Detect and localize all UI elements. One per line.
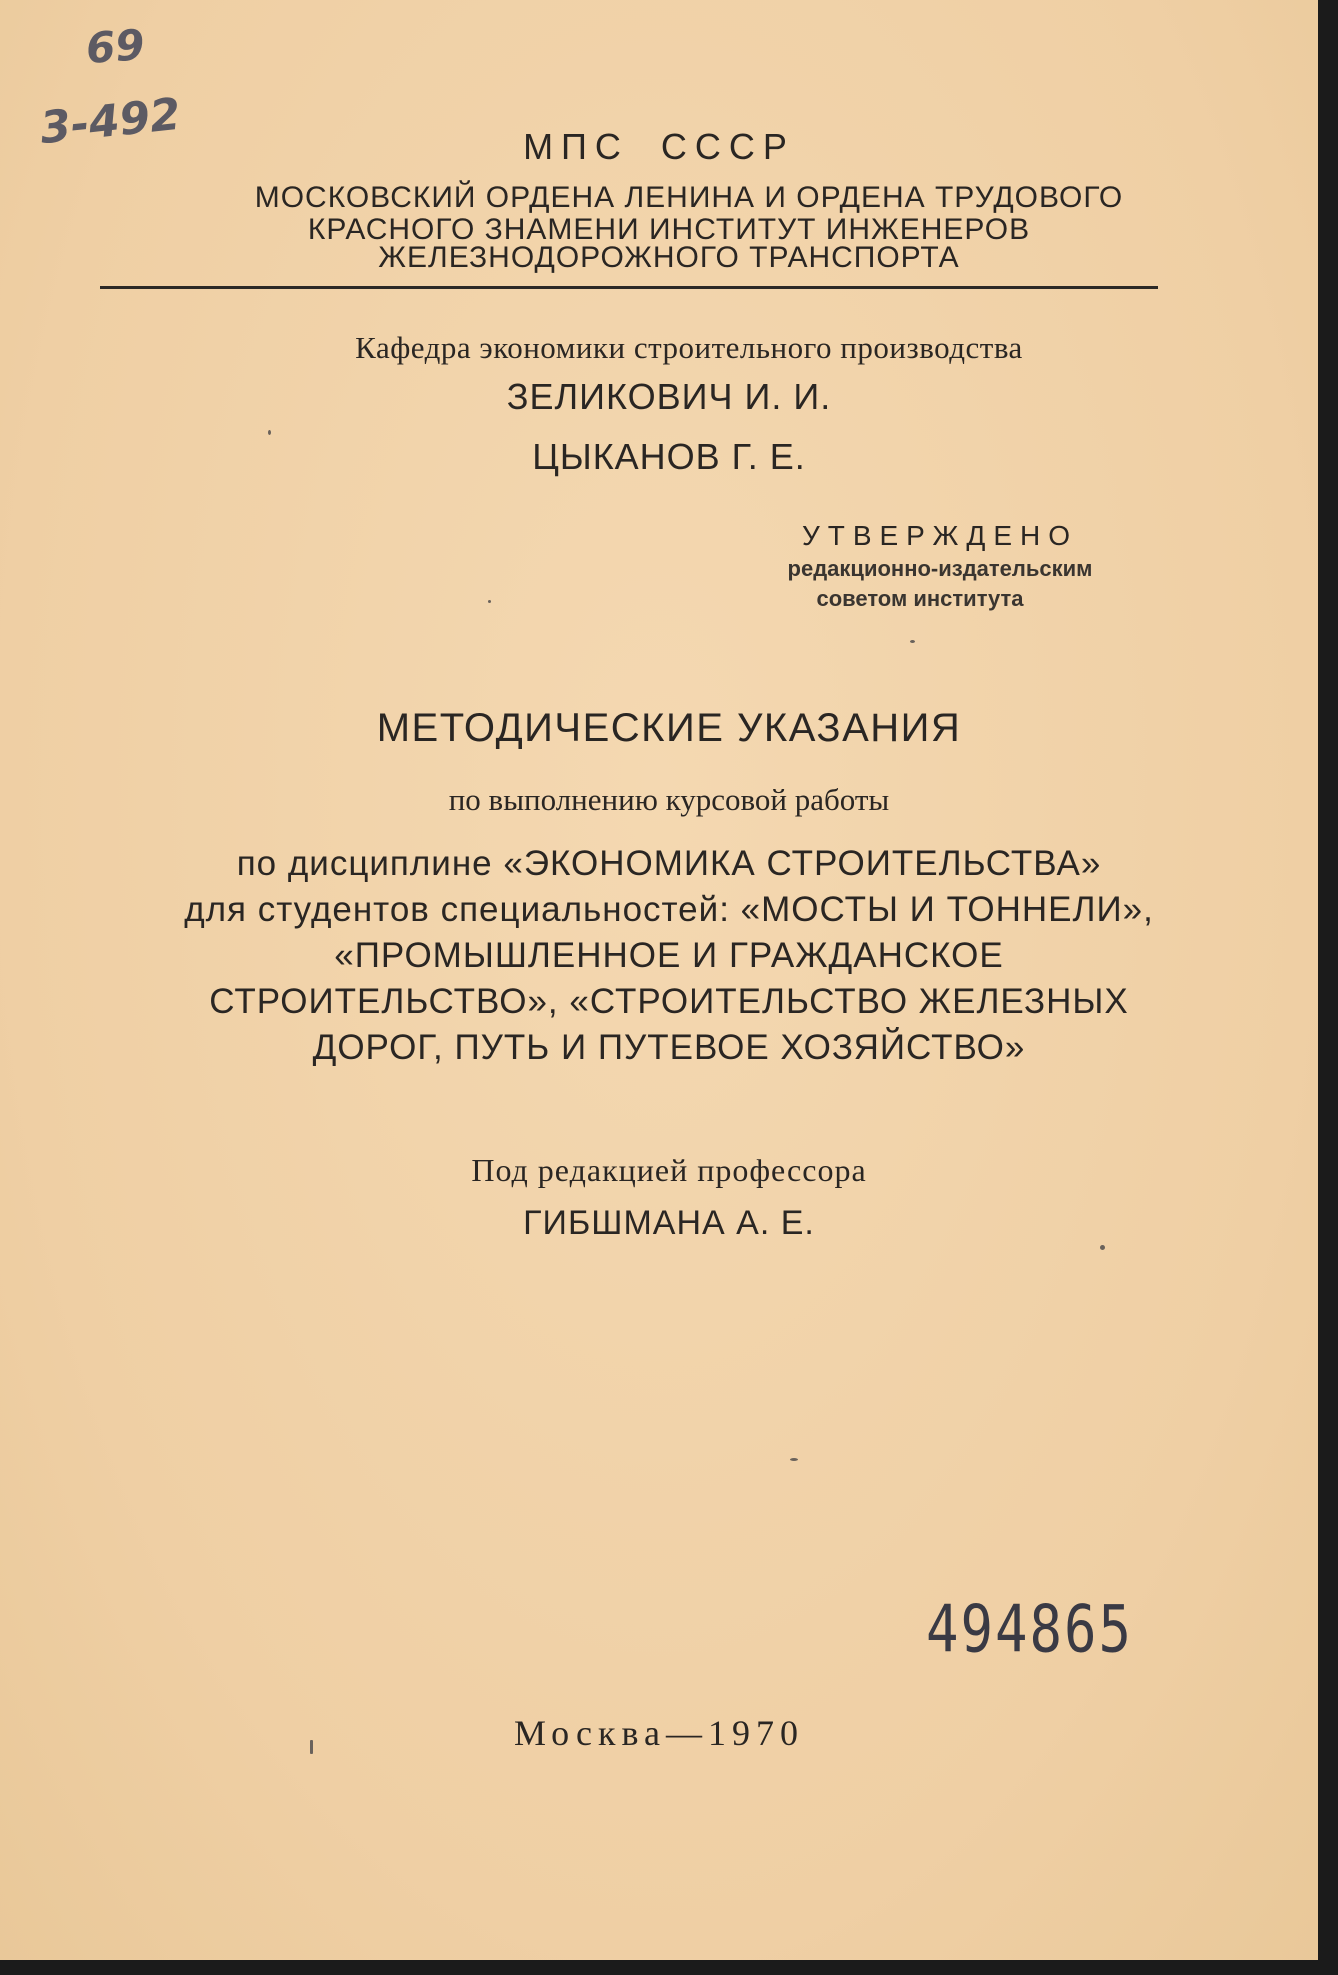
body-line-3: «ПРОМЫШЛЕННОЕ И ГРАЖДАНСКОЕ: [334, 936, 1004, 975]
header-divider: [100, 286, 1158, 289]
institute-line-2: КРАСНОГО ЗНАМЕНИ ИНСТИТУТ ИНЖЕНЕРОВ: [307, 213, 1031, 246]
paper-speck: [268, 430, 271, 435]
document-subtitle: по выполнению курсовой работы: [448, 782, 890, 817]
imprint: Москва—1970: [514, 1713, 804, 1753]
editor-name: ГИБШМАНА А. Е.: [523, 1204, 815, 1242]
paper-speck: [790, 1458, 798, 1461]
paper-speck: [488, 600, 491, 603]
editor-line: Под редакцией профессора: [471, 1152, 867, 1188]
body-line-1: по дисциплине «ЭКОНОМИКА СТРОИТЕЛЬСТВА»: [236, 844, 1102, 883]
body-line-4: СТРОИТЕЛЬСТВО», «СТРОИТЕЛЬСТВО ЖЕЛЕЗНЫХ: [209, 982, 1129, 1021]
department: Кафедра экономики строительного производства: [355, 330, 1023, 365]
ministry-heading: МПС СССР: [523, 126, 795, 167]
handwritten-shelf-mark-1: 69: [84, 20, 147, 73]
institute-line-1: МОСКОВСКИЙ ОРДЕНА ЛЕНИНА И ОРДЕНА ТРУДОВОГО: [254, 181, 1124, 214]
body-line-2: для студентов специальностей: «МОСТЫ И ТОННЕЛИ»,: [184, 890, 1154, 929]
document-title: МЕТОДИЧЕСКИЕ УКАЗАНИЯ: [376, 706, 962, 750]
paper-speck: [310, 1740, 313, 1754]
institute-line-3: ЖЕЛЕЗНОДОРОЖНОГО ТРАНСПОРТА: [378, 241, 960, 274]
approval-line-2: советом института: [816, 586, 1024, 611]
paper-speck: [910, 640, 915, 643]
handwritten-shelf-mark-2: 3-492: [37, 88, 184, 155]
inventory-number-stamp: 494865: [926, 1591, 1134, 1668]
author-2: ЦЫКАНОВ Г. Е.: [532, 436, 806, 477]
paper-speck: [1100, 1245, 1105, 1250]
body-line-5: ДОРОГ, ПУТЬ И ПУТЕВОЕ ХОЗЯЙСТВО»: [312, 1028, 1026, 1067]
approval-heading: УТВЕРЖДЕНО: [801, 520, 1079, 551]
author-1: ЗЕЛИКОВИЧ И. И.: [506, 376, 832, 417]
approval-line-1: редакционно-издательским: [787, 556, 1093, 581]
